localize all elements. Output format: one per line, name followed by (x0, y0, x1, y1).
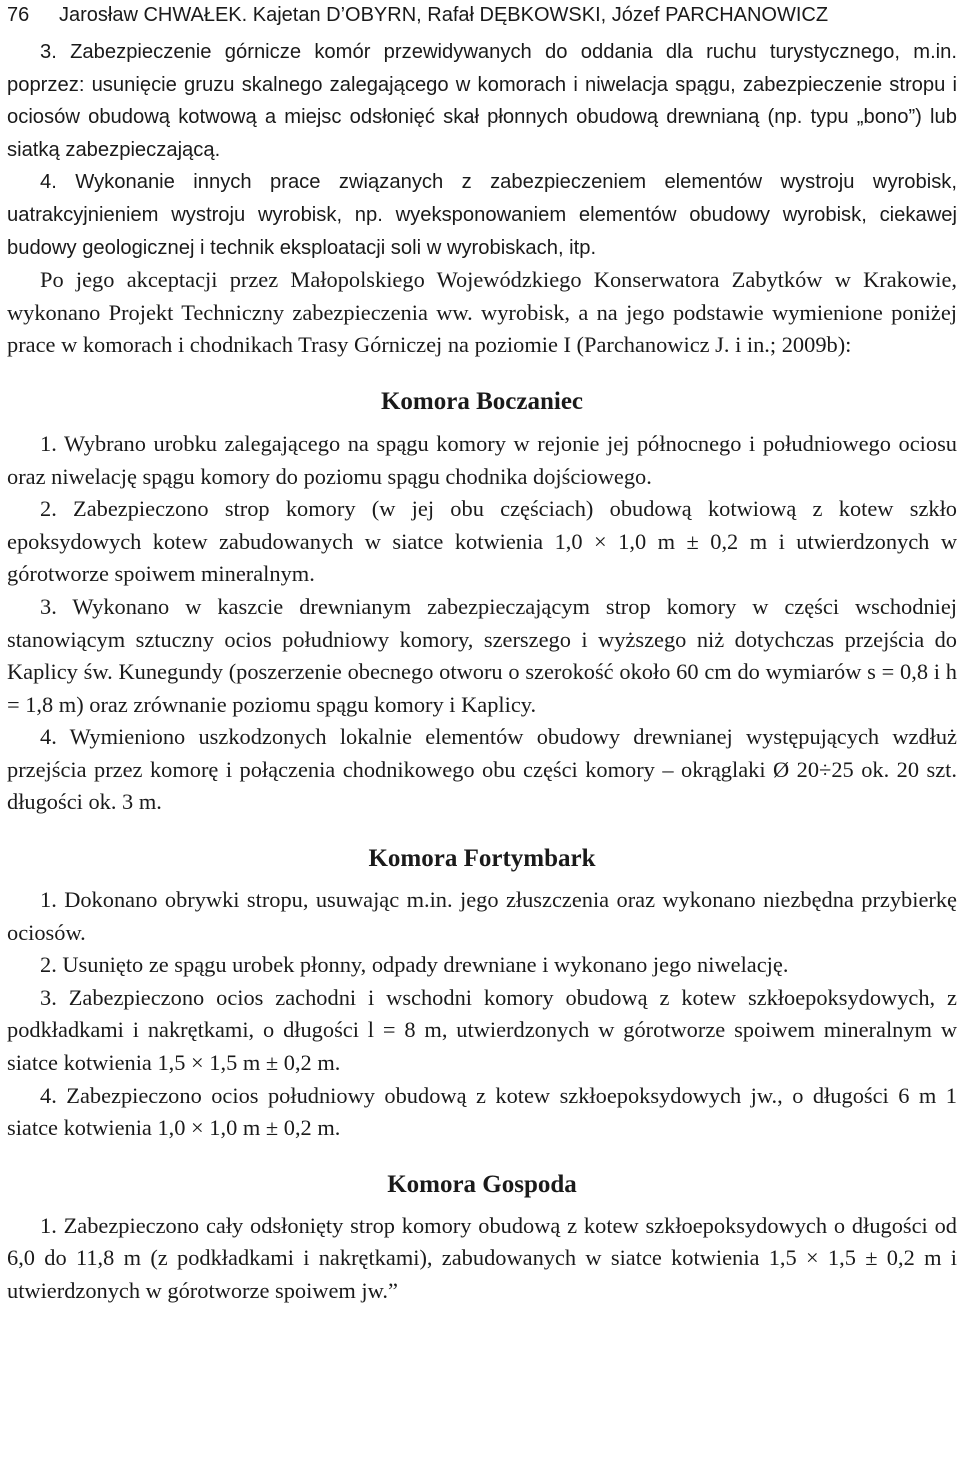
list-item: 1. Zabezpieczono cały odsłonięty strop komory obudową z kotew szkłoepoksydowych o długości od 6,0 do 11,8 m (z podkładkami i nakrętkami), zabudowanych w siatce kotwienia 1,5 × 1,5 ± 0,2 m i utwierdzonych w górotworze spoiwem jw.” (7, 1212, 957, 1303)
list-item: 2. Zabezpieczono strop komory (w jej obu częściach) obudową kotwiową z kotew szkło epoksydowych kotew zabudowanych w siatce kotwienia 1,0 × 1,0 m ± 0,2 m i utwierdzonych w górotworze spoiwem mineralnym. (7, 496, 957, 587)
section-heading: Komora Fortymbark (368, 845, 596, 873)
section-heading: Komora Boczaniec (380, 387, 584, 415)
list-item: 3. Zabezpieczono ocios zachodni i wschodni komory obudową z kotew szkłoepoksydowych, z podkładkami i nakrętkami, o długości l = 8 m, utwierdzonych w górotworze spoiwem mineralnym w siatce kotwienia 1,5 × 1,5 m ± 0,2 m. (7, 984, 957, 1076)
page (7, 0, 957, 1308)
running-header (7, 2, 957, 36)
list-item: 1. Wybrano urobku zalegającego na spągu komory w rejonie jej północnego i południowego ociosu oraz niwelację spągu komory do poziomu spągu chodnika dojściowego. (7, 430, 957, 489)
list-item: 4. Wykonanie innych prace związanych z zabezpieczeniem elementów wystroju wyrobisk, uatrakcyjnieniem wystroju wyrobisk, np. wyeksponowaniem elementów obudowy wyrobisk, ciekawej budowy geologicznej i technik eksploatacji soli w wyrobiskach, itp. (7, 171, 957, 259)
section-heading: Komora Gospoda (387, 1170, 577, 1198)
list-item: 3. Zabezpieczenie górnicze komór przewidywanych do oddania dla ruchu turystycznego, m.in. poprzez: usunięcie gruzu skalnego zalegającego w komorach i niwelacja spągu, zabezpieczenie stropu i ociosów obudową kotwową a miejsc odsłonięć skał płonnych obudową drewnianą (np. typu „bono”) lub siatką zabezpieczającą. (7, 41, 957, 161)
intro-paragraph: Po jego akceptacji przez Małopolskiego Wojewódzkiego Konserwatora Zabytków w Krakowie, wykonano Projekt Techniczny zabezpieczenia ww. wyrobisk, a na jego podstawie wymienione poniżej prace w komorach i chodnikach Trasy Górniczej na poziomie I (Parchanowicz J. i in.; 2009b): (7, 267, 957, 358)
list-item: 3. Wykonano w kaszcie drewnianym zabezpieczającym strop komory w części wschodniej stanowiącym sztuczny ocios południowy komory, szerszego i wyższego niż dotychczas przejścia do Kaplicy św. Kunegundy (poszerzenie obecnego otworu o szerokość około 60 cm do wymiarów s = 0,8 i h = 1,8 m) oraz zrównanie poziomu spągu komory i Kaplicy. (7, 593, 957, 717)
list-item: 4. Wymieniono uszkodzonych lokalnie elementów obudowy drewnianej występujących wzdłuż przejścia przez komorę i połączenia chodnikowego obu części komory – okrąglaki Ø 20÷25 ok. 20 szt. długości ok. 3 m. (7, 724, 957, 815)
page-number: 76 (7, 4, 30, 26)
list-item: 4. Zabezpieczono ocios południowy obudową z kotew szkłoepoksydowych jw., o długości 6 m 1 siatce kotwienia 1,0 × 1,0 m ± 0,2 m. (7, 1082, 957, 1141)
list-item: 1. Dokonano obrywki stropu, usuwając m.in. jego złuszczenia oraz wykonano niezbędna przybierkę ociosów. (7, 887, 957, 945)
list-item: 2. Usunięto ze spągu urobek płonny, odpady drewniane i wykonano jego niwelację. (40, 952, 789, 978)
header-authors: Jarosław CHWAŁEK. Kajetan D’OBYRN, Rafał DĘBKOWSKI, Józef PARCHANOWICZ (59, 4, 829, 26)
